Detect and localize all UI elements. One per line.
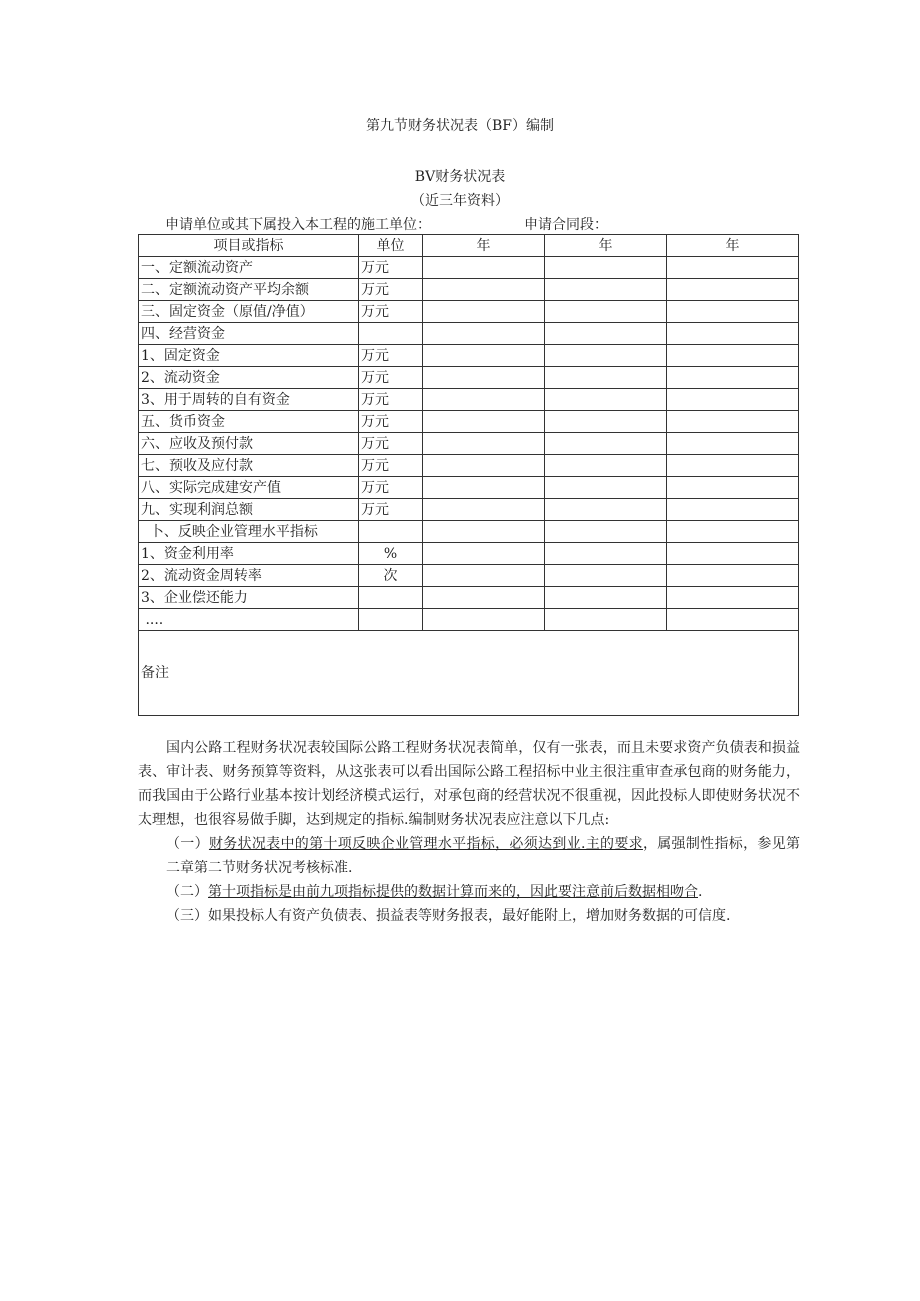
year-1-value-cell[interactable] bbox=[423, 499, 545, 521]
notes-section bbox=[138, 736, 800, 928]
row-item-label: 六、应收及预付款 bbox=[139, 433, 359, 455]
point-2-prefix: （二） bbox=[166, 884, 208, 900]
applicant-label: 申请单位或其下属投入本工程的施工单位： bbox=[165, 217, 431, 233]
point-1-suffix: ，属强制性指标，参见第二章第二节财务状况考核标准. bbox=[166, 836, 801, 876]
year-3-value-cell[interactable] bbox=[667, 499, 799, 521]
row-item-label: 卜、反映企业管理水平指标 bbox=[139, 521, 359, 543]
year-1-value-cell[interactable] bbox=[423, 477, 545, 499]
row-unit: 万元 bbox=[359, 455, 423, 477]
table-row bbox=[139, 587, 799, 609]
row-item-label: 九、实现利润总额 bbox=[139, 499, 359, 521]
year-1-value-cell[interactable] bbox=[423, 345, 545, 367]
table-row bbox=[139, 345, 799, 367]
row-item-label: 三、固定资金（原值/净值） bbox=[139, 301, 359, 323]
year-2-value-cell[interactable] bbox=[545, 389, 667, 411]
table-row bbox=[139, 279, 799, 301]
row-unit: 万元 bbox=[359, 411, 423, 433]
year-1-value-cell[interactable] bbox=[423, 609, 545, 631]
row-unit bbox=[359, 609, 423, 631]
row-item-label: 1、固定资金 bbox=[139, 345, 359, 367]
table-row bbox=[139, 477, 799, 499]
row-unit bbox=[359, 323, 423, 345]
year-2-value-cell[interactable] bbox=[545, 323, 667, 345]
year-2-value-cell[interactable] bbox=[545, 609, 667, 631]
header-year-3: 年 bbox=[667, 235, 799, 257]
row-unit bbox=[359, 587, 423, 609]
row-item-label: 2、流动资金 bbox=[139, 367, 359, 389]
year-3-value-cell[interactable] bbox=[667, 433, 799, 455]
table-row bbox=[139, 521, 799, 543]
year-3-value-cell[interactable] bbox=[667, 521, 799, 543]
header-item: 项目或指标 bbox=[139, 235, 359, 257]
year-1-value-cell[interactable] bbox=[423, 521, 545, 543]
table-row bbox=[139, 301, 799, 323]
year-3-value-cell[interactable] bbox=[667, 609, 799, 631]
point-2 bbox=[138, 880, 800, 904]
year-1-value-cell[interactable] bbox=[423, 411, 545, 433]
year-1-value-cell[interactable] bbox=[423, 279, 545, 301]
year-1-value-cell[interactable] bbox=[423, 587, 545, 609]
point-3: （三）如果投标人有资产负债表、损益表等财务报表，最好能附上，增加财务数据的可信度. bbox=[166, 908, 731, 924]
doc-title: 第九节财务状况表（BF）编制 bbox=[365, 118, 554, 134]
year-2-value-cell[interactable] bbox=[545, 543, 667, 565]
year-3-value-cell[interactable] bbox=[667, 301, 799, 323]
row-unit: 万元 bbox=[359, 499, 423, 521]
year-3-value-cell[interactable] bbox=[667, 477, 799, 499]
row-item-label: 3、用于周转的自有资金 bbox=[139, 389, 359, 411]
row-item-label: 八、实际完成建安产值 bbox=[139, 477, 359, 499]
year-3-value-cell[interactable] bbox=[667, 587, 799, 609]
table-row bbox=[139, 609, 799, 631]
row-unit bbox=[359, 521, 423, 543]
row-unit: % bbox=[359, 543, 423, 565]
table-row bbox=[139, 433, 799, 455]
year-1-value-cell[interactable] bbox=[423, 257, 545, 279]
point-1 bbox=[138, 832, 800, 880]
row-unit: 万元 bbox=[359, 301, 423, 323]
financial-status-table bbox=[138, 234, 799, 716]
year-3-value-cell[interactable] bbox=[667, 345, 799, 367]
row-unit: 万元 bbox=[359, 389, 423, 411]
year-1-value-cell[interactable] bbox=[423, 543, 545, 565]
year-2-value-cell[interactable] bbox=[545, 411, 667, 433]
intro-paragraph: 国内公路工程财务状况表较国际公路工程财务状况表简单，仅有一张表，而且未要求资产负债表和损益表、审计表、财务预算等资料，从这张表可以看出国际公路工程招标中业主很注重审查承包商的财务能力，而我国由于公路行业基本按计划经济模式运行，对承包商的经营状况不很重视，因此投标人即使财务状况不太理想，也很容易做手脚，达到规定的指标.编制财务状况表应注意以下几点: bbox=[138, 740, 800, 828]
table-row bbox=[139, 389, 799, 411]
year-3-value-cell[interactable] bbox=[667, 411, 799, 433]
row-item-label: 2、流动资金周转率 bbox=[139, 565, 359, 587]
year-2-value-cell[interactable] bbox=[545, 345, 667, 367]
year-3-value-cell[interactable] bbox=[667, 257, 799, 279]
year-3-value-cell[interactable] bbox=[667, 565, 799, 587]
year-2-value-cell[interactable] bbox=[545, 565, 667, 587]
row-unit: 万元 bbox=[359, 345, 423, 367]
row-item-label: 一、定额流动资产 bbox=[139, 257, 359, 279]
row-unit: 万元 bbox=[359, 279, 423, 301]
year-3-value-cell[interactable] bbox=[667, 543, 799, 565]
point-2-suffix: . bbox=[698, 884, 703, 900]
table-row bbox=[139, 323, 799, 345]
table-subtitle: （近三年资料） bbox=[411, 193, 509, 209]
year-1-value-cell[interactable] bbox=[423, 389, 545, 411]
table-row bbox=[139, 257, 799, 279]
header-year-2: 年 bbox=[545, 235, 667, 257]
year-2-value-cell[interactable] bbox=[545, 499, 667, 521]
row-item-label: 3、企业偿还能力 bbox=[139, 587, 359, 609]
year-1-value-cell[interactable] bbox=[423, 301, 545, 323]
point-2-underlined: 第十项指标是由前九项指标提供的数据计算而来的，因此要注意前后数据相吻合 bbox=[208, 884, 698, 900]
contract-section-label: 申请合同段： bbox=[524, 217, 608, 233]
remarks-label: 备注 bbox=[139, 631, 799, 716]
point-1-underlined: 财务状况表中的第十项反映企业管理水平指标，必须达到业.主的要求 bbox=[208, 836, 643, 852]
table-title: BV财务状况表 bbox=[414, 169, 506, 185]
row-unit: 万元 bbox=[359, 257, 423, 279]
table-row bbox=[139, 499, 799, 521]
row-unit: 万元 bbox=[359, 367, 423, 389]
remarks-row bbox=[139, 631, 799, 716]
header-year-1: 年 bbox=[423, 235, 545, 257]
year-2-value-cell[interactable] bbox=[545, 279, 667, 301]
table-row bbox=[139, 411, 799, 433]
row-unit: 万元 bbox=[359, 477, 423, 499]
row-item-label: 五、货币资金 bbox=[139, 411, 359, 433]
point-1-prefix: （一） bbox=[166, 836, 209, 852]
row-item-label: .... bbox=[139, 609, 359, 631]
year-2-value-cell[interactable] bbox=[545, 477, 667, 499]
row-item-label: 二、定额流动资产平均余额 bbox=[139, 279, 359, 301]
year-3-value-cell[interactable] bbox=[667, 279, 799, 301]
table-header-row bbox=[139, 235, 799, 257]
year-2-value-cell[interactable] bbox=[545, 587, 667, 609]
year-3-value-cell[interactable] bbox=[667, 389, 799, 411]
year-1-value-cell[interactable] bbox=[423, 455, 545, 477]
year-1-value-cell[interactable] bbox=[423, 323, 545, 345]
row-unit: 万元 bbox=[359, 433, 423, 455]
table-row bbox=[139, 367, 799, 389]
year-3-value-cell[interactable] bbox=[667, 455, 799, 477]
table-row bbox=[139, 543, 799, 565]
year-2-value-cell[interactable] bbox=[545, 433, 667, 455]
row-unit: 次 bbox=[359, 565, 423, 587]
year-1-value-cell[interactable] bbox=[423, 433, 545, 455]
row-item-label: 七、预收及应付款 bbox=[139, 455, 359, 477]
row-item-label: 1、资金利用率 bbox=[139, 543, 359, 565]
year-2-value-cell[interactable] bbox=[545, 521, 667, 543]
year-2-value-cell[interactable] bbox=[545, 455, 667, 477]
table-row bbox=[139, 455, 799, 477]
year-2-value-cell[interactable] bbox=[545, 367, 667, 389]
table-row bbox=[139, 565, 799, 587]
year-2-value-cell[interactable] bbox=[545, 301, 667, 323]
year-2-value-cell[interactable] bbox=[545, 257, 667, 279]
year-3-value-cell[interactable] bbox=[667, 367, 799, 389]
year-3-value-cell[interactable] bbox=[667, 323, 799, 345]
row-item-label: 四、经营资金 bbox=[139, 323, 359, 345]
header-unit: 单位 bbox=[359, 235, 423, 257]
year-1-value-cell[interactable] bbox=[423, 367, 545, 389]
year-1-value-cell[interactable] bbox=[423, 565, 545, 587]
